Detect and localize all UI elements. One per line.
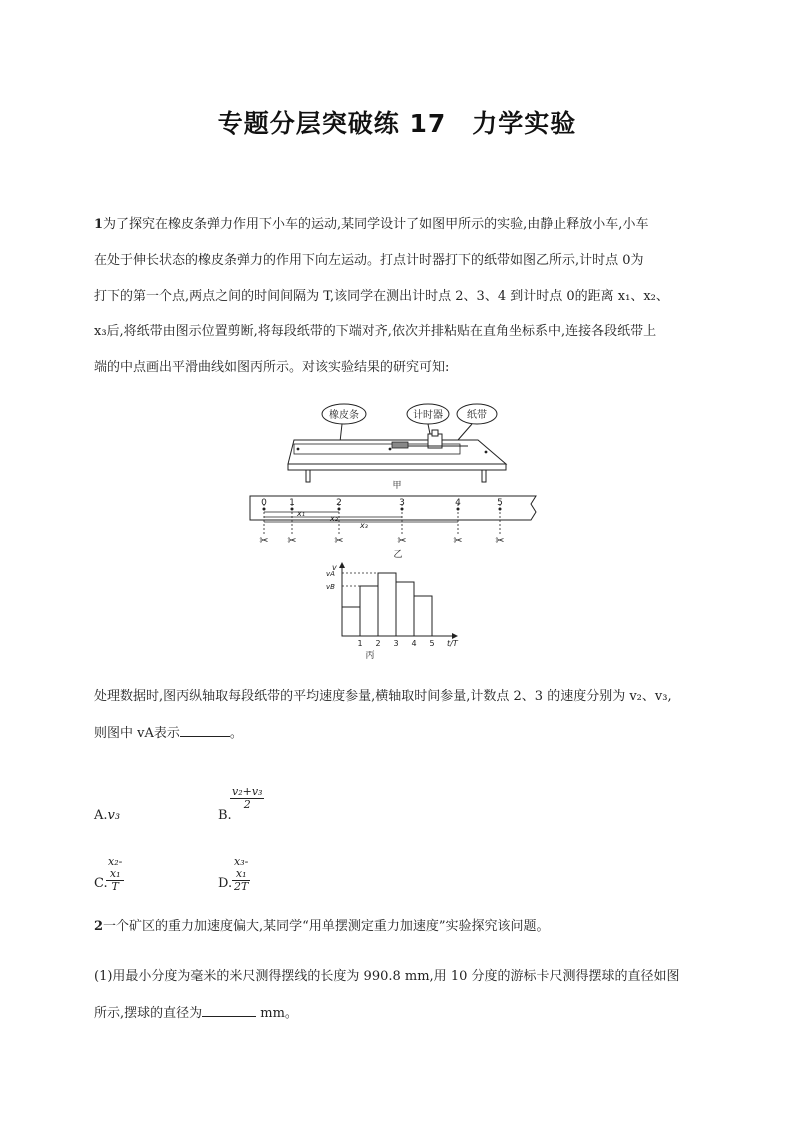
caption-jia: 甲 bbox=[392, 481, 402, 491]
option-d-numerator: x₃-x₁ bbox=[234, 855, 249, 880]
option-a-letter: A. bbox=[94, 808, 108, 823]
x-axis-label: t/T bbox=[447, 639, 458, 648]
q1-text-1: 为了探究在橡皮条弹力作用下小车的运动,某同学设计了如图甲所示的实验,由静止释放小车,小车 bbox=[103, 217, 649, 232]
scissors-icon: ✂ bbox=[495, 534, 505, 547]
option-b-fraction bbox=[230, 786, 264, 811]
q2-number: 2 bbox=[94, 919, 104, 934]
option-d-fraction bbox=[232, 856, 250, 893]
q2-part1-unit: mm。 bbox=[256, 1006, 298, 1021]
q1-line-3: 打下的第一个点,两点之间的时间间隔为 T,该同学在测出计时点 2、3、4 到计时点 0的距离 x₁、x₂、 bbox=[94, 289, 669, 304]
distance-x2: x₂ bbox=[330, 514, 338, 523]
x-tick-3: 3 bbox=[393, 639, 399, 648]
option-a[interactable] bbox=[94, 808, 120, 823]
q1-line-1 bbox=[94, 216, 714, 234]
distance-x1: x₁ bbox=[297, 509, 305, 518]
q1-answer-blank[interactable] bbox=[180, 724, 230, 737]
scissors-icon: ✂ bbox=[334, 534, 344, 547]
callout-timer: 计时器 bbox=[413, 410, 443, 421]
option-d-denominator: 2T bbox=[234, 880, 249, 893]
x-tick-2: 2 bbox=[375, 639, 381, 648]
tape-point-0: 0 bbox=[261, 498, 267, 508]
figure-yi bbox=[246, 494, 542, 560]
caption-yi: 乙 bbox=[393, 550, 403, 560]
x-tick-1: 1 bbox=[357, 639, 363, 648]
x-tick-5: 5 bbox=[429, 639, 435, 648]
q1-after-text: 则图中 vA表示 bbox=[94, 726, 180, 741]
tape-point-3: 3 bbox=[399, 498, 405, 508]
q2-part1-line-2 bbox=[94, 1004, 714, 1023]
y-tick-vA: vA bbox=[326, 570, 335, 578]
distance-x3: x₃ bbox=[360, 521, 368, 530]
option-c-letter: C. bbox=[94, 876, 108, 891]
option-a-text: v₃ bbox=[107, 808, 121, 823]
scissors-icon: ✂ bbox=[453, 534, 463, 547]
option-c-denominator: T bbox=[111, 880, 119, 893]
q2-intro: 一个矿区的重力加速度偏大,某同学“用单摆测定重力加速度”实验探究该问题。 bbox=[103, 919, 550, 934]
callout-rubber-band: 橡皮条 bbox=[329, 410, 359, 421]
option-d-letter: D. bbox=[218, 876, 233, 891]
option-b-denominator: 2 bbox=[243, 798, 251, 811]
q1-after-end: 。 bbox=[229, 726, 243, 741]
option-c-numerator: x₂-x₁ bbox=[108, 855, 123, 880]
tape-point-4: 4 bbox=[455, 498, 461, 508]
q1-after-line-1: 处理数据时,图丙纵轴取每段纸带的平均速度参量,横轴取时间参量,计数点 2、3 的速度分别为 v₂、v₃, bbox=[94, 689, 672, 704]
q2-intro-line bbox=[94, 918, 714, 936]
q1-number: 1 bbox=[94, 217, 104, 232]
q1-line-2: 在处于伸长状态的橡皮条弹力的作用下向左运动。打点计时器打下的纸带如图乙所示,计时点 0为 bbox=[94, 253, 644, 268]
scissors-icon: ✂ bbox=[287, 534, 297, 547]
callout-tape: 纸带 bbox=[467, 410, 487, 421]
y-axis-label: v bbox=[332, 563, 337, 572]
q2-part1-line-1: (1)用最小分度为毫米的米尺测得摆线的长度为 990.8 mm,用 10 分度的游标卡尺测得摆球的直径如图 bbox=[94, 969, 680, 984]
q2-answer-blank[interactable] bbox=[202, 1004, 256, 1017]
scissors-icon: ✂ bbox=[397, 534, 407, 547]
option-c-fraction bbox=[106, 856, 124, 893]
tape-point-1: 1 bbox=[289, 498, 295, 508]
q2-part1-text: 所示,摆球的直径为 bbox=[94, 1006, 203, 1021]
option-b-numerator: v₂+v₃ bbox=[232, 785, 263, 798]
page-title: 专题分层突破练 17 力学实验 bbox=[217, 109, 577, 138]
scissors-icon: ✂ bbox=[259, 534, 269, 547]
q1-line-5: 端的中点画出平滑曲线如图丙所示。对该实验结果的研究可知: bbox=[94, 360, 450, 375]
tape-point-2: 2 bbox=[336, 498, 342, 508]
q1-after-line-2 bbox=[94, 724, 714, 743]
x-tick-4: 4 bbox=[411, 639, 417, 648]
q1-line-4: x₃后,将纸带由图示位置剪断,将每段纸带的下端对齐,依次并排粘贴在直角坐标系中,连接各段纸带上 bbox=[94, 324, 657, 339]
tape-point-5: 5 bbox=[497, 498, 503, 508]
figure-jia bbox=[282, 400, 522, 492]
figure-bing bbox=[324, 560, 468, 662]
option-b-letter: B. bbox=[218, 808, 232, 823]
y-tick-vB: vB bbox=[326, 583, 335, 591]
caption-bing: 丙 bbox=[365, 651, 375, 661]
